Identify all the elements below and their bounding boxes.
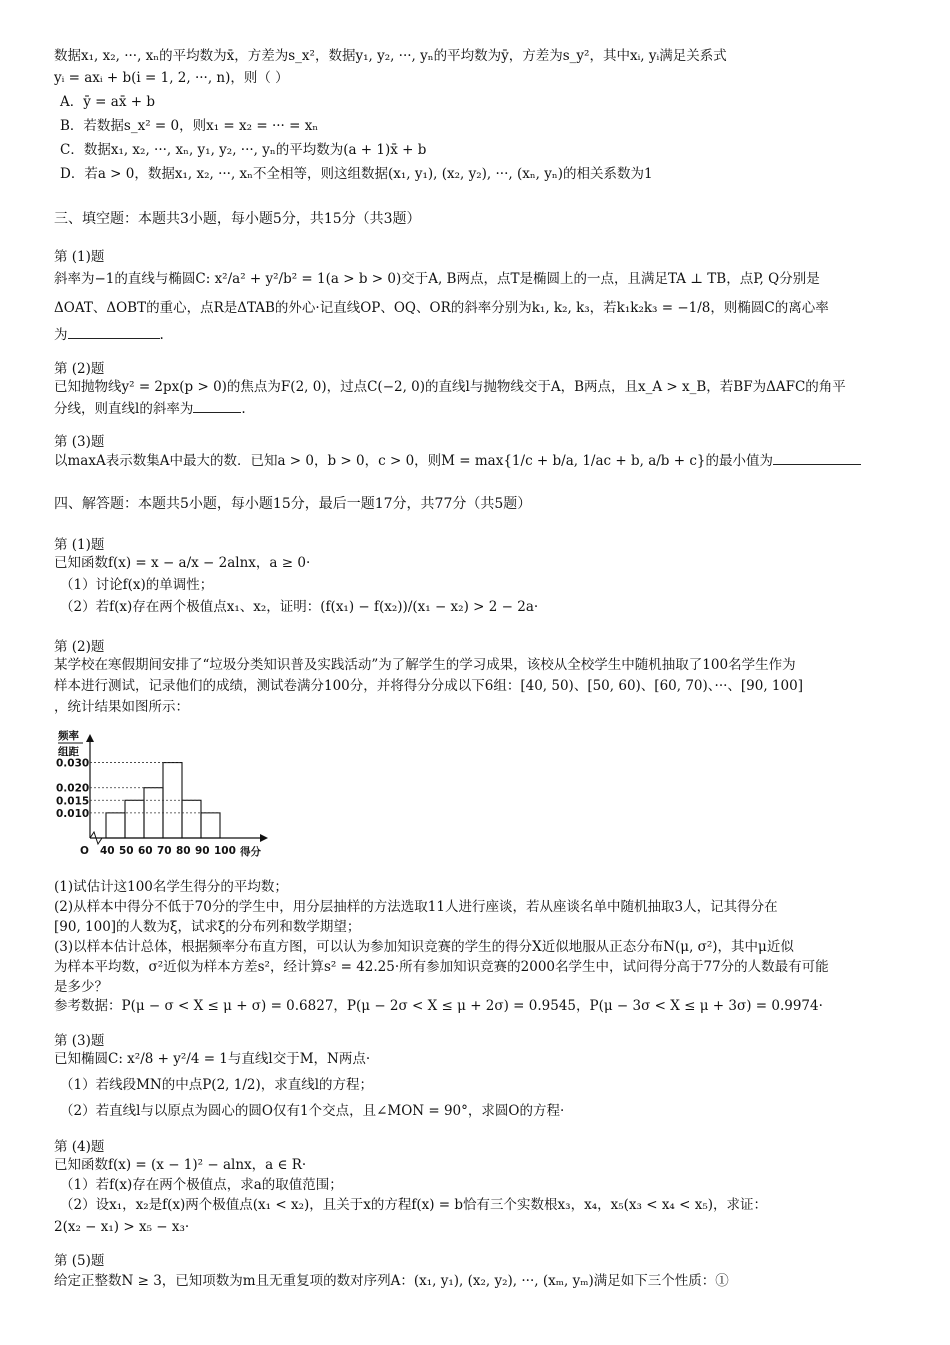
- y-tick-label: 0.010: [56, 807, 90, 820]
- question-text: 样本进行测试，记录他们的成绩，测试卷满分100分，并将得分分成以下6组：[40, 50)、[50, 60)、[60, 70)、···、[90, 100]: [54, 678, 803, 694]
- histogram-bar: [201, 813, 220, 838]
- question-part: （2）若f(x)存在两个极值点x₁、x₂，证明：(f(x₁) − f(x₂))/(x₁ − x₂) > 2 − 2a·: [60, 599, 539, 615]
- answer-blank: [68, 326, 160, 339]
- question-stem: 数据x₁, x₂, ···, xₙ的平均数为x̄，方差为s_x²，数据y₁, y₂, ···, yₙ的平均数为ȳ，方差为s_y²，其中xᵢ, yᵢ满足关系式: [54, 48, 727, 64]
- question-text: [54, 400, 246, 418]
- question-part: （1）若线段MN的中点P(2, 1/2)，求直线l的方程；: [60, 1077, 374, 1093]
- question-text-lead: 以maxA表示数集A中最大的数．已知a > 0，b > 0，c > 0，则M = max{1/c + b/a, 1/ac + b, a/b + c}的最小值为: [54, 453, 773, 469]
- y-axis-arrow: [86, 734, 94, 742]
- x-tick-label: 100: [214, 845, 236, 857]
- x-tick-label: 60: [138, 845, 153, 857]
- answer-blank: [193, 400, 241, 413]
- answer-blank: [773, 452, 861, 465]
- question-part: 是多少？: [54, 979, 108, 995]
- x-tick-label: 80: [176, 845, 191, 857]
- question-label: 第 (1)题: [54, 537, 105, 553]
- histogram-bar: [106, 813, 125, 838]
- question-part: (3)以样本估计总体，根据频率分布直方图，可以认为参加知识竞赛的学生的得分X近似地服从正态分布N(μ, σ²)，其中μ近似: [54, 939, 794, 955]
- y-tick-label: 0.020: [56, 782, 90, 795]
- question-part: （2）设x₁，x₂是f(x)两个极值点(x₁ < x₂)，且关于x的方程f(x) = b恰有三个实数根x₃，x₄，x₅(x₃ < x₄ < x₅)，求证：: [60, 1197, 768, 1213]
- option-c: C．数据x₁, x₂, ···, xₙ, y₁, y₂, ···, yₙ的平均数为(a + 1)x̄ + b: [60, 142, 427, 158]
- origin-label: O: [80, 845, 89, 857]
- y-axis-label-top: 频率: [58, 730, 79, 742]
- x-axis-arrow: [260, 834, 268, 842]
- x-tick-label: 50: [119, 845, 134, 857]
- y-tick-label: 0.030: [56, 757, 90, 770]
- section-heading: 三、填空题：本题共3小题，每小题5分，共15分（共3题）: [54, 211, 421, 227]
- period-mark: .: [241, 401, 246, 417]
- question-stem: yᵢ = axᵢ + b(i = 1, 2, ···, n)，则（ ）: [54, 70, 289, 86]
- question-text: 给定正整数N ≥ 3，已知项数为m且无重复项的数对序列A：(x₁, y₁), (x₂, y₂), ···, (xₘ, yₘ)满足如下三个性质：①: [54, 1273, 729, 1289]
- option-b: B．若数据s_x² = 0，则x₁ = x₂ = ··· = xₙ: [60, 118, 319, 134]
- section-heading: 四、解答题：本题共5小题，每小题15分，最后一题17分，共77分（共5题）: [54, 496, 532, 512]
- x-tick-label: 40: [100, 845, 115, 857]
- question-part: (2)从样本中得分不低于70分的学生中，用分层抽样的方法选取11人进行座谈，若从座谈名单中随机抽取3人，记其得分在: [54, 899, 778, 915]
- question-text: ，统计结果如图所示：: [54, 699, 189, 715]
- question-part: （1）若f(x)存在两个极值点，求a的取值范围；: [60, 1177, 343, 1193]
- histogram-bar: [125, 800, 144, 838]
- question-text-lead: 为: [54, 327, 68, 343]
- question-text: 某学校在寒假期间安排了“垃圾分类知识普及实践活动”为了解学生的学习成果，该校从全校学生中随机抽取了100名学生作为: [54, 657, 796, 673]
- question-part: （2）若直线l与以原点为圆心的圆O仅有1个交点，且∠MON = 90°，求圆O的方程·: [60, 1103, 565, 1119]
- question-text: 斜率为−1的直线与椭圆C: x²/a² + y²/b² = 1(a > b > 0)交于A, B两点，点T是椭圆上的一点，且满足TA ⊥ TB，点P, Q分别是: [54, 271, 820, 287]
- question-text-lead: 分线，则直线l的斜率为: [54, 401, 194, 417]
- question-part: 2(x₂ − x₁) > x₅ − x₃·: [54, 1219, 190, 1235]
- question-label: 第 (5)题: [54, 1253, 105, 1269]
- question-text: 已知椭圆C: x²/8 + y²/4 = 1与直线l交于M，N两点·: [54, 1051, 371, 1067]
- x-tick-label: 70: [157, 845, 172, 857]
- period-mark: .: [159, 327, 164, 343]
- y-tick-label: 0.015: [56, 795, 90, 808]
- x-tick-label: 90: [195, 845, 210, 857]
- question-text: [54, 452, 861, 470]
- frequency-histogram: [56, 728, 276, 866]
- question-label: 第 (3)题: [54, 434, 105, 450]
- question-label: 第 (2)题: [54, 361, 105, 377]
- question-text: 已知函数f(x) = x − a/x − 2alnx，a ≥ 0·: [54, 555, 311, 571]
- question-label: 第 (1)题: [54, 249, 105, 265]
- option-a: A．ȳ = ax̄ + b: [60, 94, 155, 110]
- question-part: 为样本平均数，σ²近似为样本方差s²，经计算s² = 42.25·所有参加知识竞赛的2000名学生中，试问得分高于77分的人数最有可能: [54, 959, 829, 975]
- histogram-bar: [182, 800, 201, 838]
- question-part: [90, 100]的人数为ξ，试求ξ的分布列和数学期望；: [54, 919, 361, 935]
- question-part: (1)试估计这100名学生得分的平均数；: [54, 879, 288, 895]
- reference-data: 参考数据：P(μ − σ < X ≤ μ + σ) = 0.6827，P(μ − 2σ < X ≤ μ + 2σ) = 0.9545，P(μ − 3σ < X ≤ μ + 3σ) = 0.9974·: [54, 998, 823, 1014]
- question-label: 第 (2)题: [54, 639, 105, 655]
- x-axis-label: 得分: [240, 846, 261, 858]
- y-axis-label-bottom: 组距: [58, 746, 79, 758]
- histogram-marks: [56, 734, 268, 857]
- question-text: 已知函数f(x) = (x − 1)² − alnx，a ∈ R·: [54, 1157, 307, 1173]
- question-text: [54, 326, 164, 344]
- question-part: （1）讨论f(x)的单调性；: [60, 577, 214, 593]
- option-d: D．若a > 0，数据x₁, x₂, ···, xₙ不全相等，则这组数据(x₁, y₁), (x₂, y₂), ···, (xₙ, yₙ)的相关系数为1: [60, 166, 653, 182]
- question-text: ΔOAT、ΔOBT的重心，点R是ΔTAB的外心·记直线OP、OQ、OR的斜率分别为k₁, k₂, k₃，若k₁k₂k₃ = −1/8，则椭圆C的离心率: [54, 300, 829, 316]
- question-text: 已知抛物线y² = 2px(p > 0)的焦点为F(2, 0)，过点C(−2, 0)的直线l与抛物线交于A，B两点，且x_A > x_B，若BF为ΔAFC的角平: [54, 379, 846, 395]
- question-label: 第 (4)题: [54, 1139, 105, 1155]
- question-label: 第 (3)题: [54, 1033, 105, 1049]
